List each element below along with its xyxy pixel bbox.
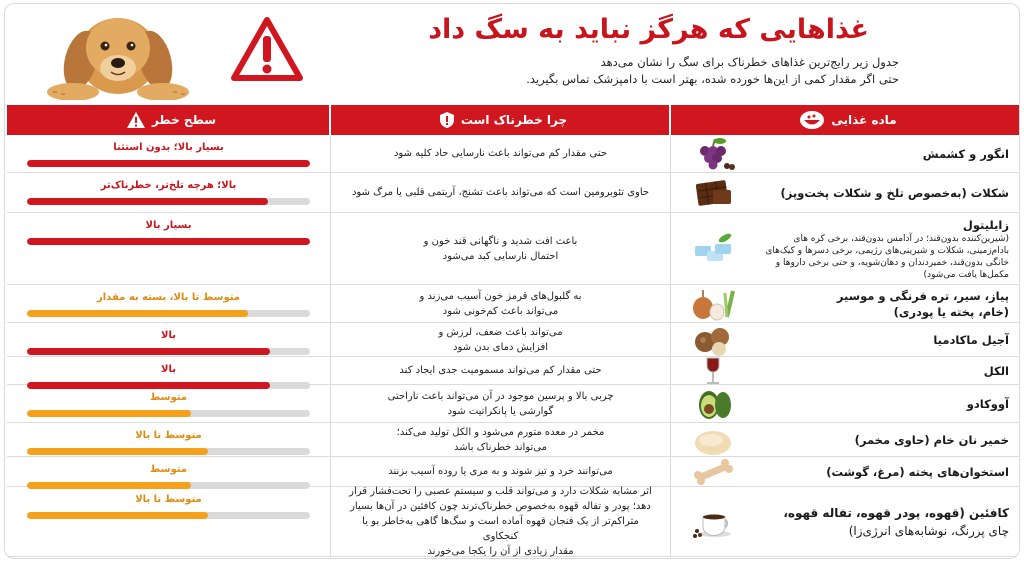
- reason-cell: [331, 285, 671, 322]
- subtitle-line-2: حتی اگر مقدار کمی از این‌ها خورده شده، بهتر است با دامپزشک تماس بگیرید.: [526, 72, 899, 86]
- risk-label: متوسط تا بالا: [135, 430, 202, 441]
- reason-text: [388, 389, 614, 419]
- table-row: [7, 385, 1019, 423]
- food-text: [737, 363, 1013, 379]
- gum-icon: [689, 232, 737, 266]
- table-body: [7, 135, 1019, 557]
- risk-bar: [27, 238, 310, 245]
- reason-text: [397, 425, 605, 455]
- reason-line: می‌تواند باعث کم‌خونی شود: [442, 305, 559, 317]
- table-row: [7, 487, 1019, 557]
- risk-label: متوسط تا بالا: [135, 494, 202, 505]
- food-text: [737, 185, 1013, 201]
- food-text: [737, 396, 1013, 412]
- reason-line: حاوی تئوبرومین است که می‌تواند باعث تشنج، آریتمی قلبی یا مرگ شود: [351, 187, 650, 198]
- risk-bar: [27, 512, 310, 519]
- food-bowl-icon: [799, 110, 825, 130]
- reason-cell: [331, 323, 671, 356]
- coffee-icon: [689, 505, 737, 539]
- food-name: شکلات (به‌خصوص تلخ و شکلات پخت‌وپز): [780, 185, 1009, 200]
- risk-cell: [7, 457, 331, 486]
- food-cell: [671, 135, 1019, 172]
- risk-cell: [7, 357, 331, 384]
- infographic: [4, 3, 1020, 559]
- table-row: [7, 285, 1019, 323]
- food-name-line-2: (خام، پخته یا پودری): [893, 304, 1009, 319]
- risk-label: متوسط: [149, 392, 188, 403]
- bone-icon: [689, 455, 737, 489]
- column-header-why: [331, 105, 671, 135]
- food-name: الکل: [983, 363, 1009, 378]
- risk-bar-fill: [27, 310, 248, 317]
- reason-line: افزایش دمای بدن شود: [453, 341, 548, 353]
- risk-cell: [7, 213, 331, 284]
- reason-line: می‌توانند خرد و تیز شوند و به مری یا روده آسیب بزنند: [388, 466, 613, 477]
- reason-cell: [331, 135, 671, 172]
- food-cell: [671, 487, 1019, 556]
- risk-bar-fill: [27, 198, 268, 205]
- reason-line: می‌تواند خطرناک باشد: [454, 441, 547, 453]
- risk-cell: [7, 323, 331, 356]
- dough-icon: [689, 423, 737, 457]
- food-cell: [671, 285, 1019, 322]
- reason-line: احتمال نارسایی کبد می‌شود: [442, 250, 559, 262]
- food-name: زایلیتول: [962, 217, 1009, 232]
- food-name-line-2: چای پررنگ، نوشابه‌های انرژی‌زا): [848, 523, 1009, 538]
- onion-garlic-icon: [689, 287, 737, 321]
- reason-line: مقدار زیادی از آن را یکجا می‌خورند: [427, 546, 574, 557]
- reason-text: [388, 464, 613, 479]
- reason-cell: [331, 457, 671, 486]
- risk-cell: [7, 285, 331, 322]
- risk-label: بسیار بالا؛ بدون استثنا: [113, 142, 224, 153]
- reason-line: متراکم‌تر از یک فنجان قهوه آماده است و سگ‌ها گاهی به‌خاطر بو یا کنجکاوی: [362, 516, 639, 542]
- table-row: [7, 323, 1019, 357]
- column-header-food-label: ماده غذایی: [831, 113, 897, 127]
- table-row: [7, 423, 1019, 457]
- reason-cell: [331, 357, 671, 384]
- risk-label: متوسط: [149, 464, 188, 475]
- food-text: [737, 217, 1013, 281]
- risk-cell: [7, 135, 331, 172]
- food-name: خمیر نان خام (حاوی مخمر): [854, 432, 1009, 447]
- risk-bar-fill: [27, 238, 310, 245]
- food-text: [737, 504, 1013, 540]
- food-name: کافئین (قهوه، پودر قهوه، تفاله قهوه،: [783, 505, 1009, 520]
- macadamia-icon: [689, 323, 737, 357]
- grapes-icon: [689, 137, 737, 171]
- risk-cell: [7, 385, 331, 422]
- subtitle-line-1: جدول زیر رایج‌ترین غذاهای خطرناک برای سگ را نشان می‌دهد: [600, 55, 899, 69]
- risk-bar-fill: [27, 448, 208, 455]
- wine-icon: [689, 354, 737, 388]
- food-cell: [671, 213, 1019, 284]
- shield-icon: [439, 111, 455, 129]
- risk-bar: [27, 198, 310, 205]
- reason-line: گوارشی یا پانکراتیت شود: [447, 405, 554, 417]
- reason-cell: [331, 385, 671, 422]
- food-cell: [671, 385, 1019, 422]
- food-text: [737, 332, 1013, 348]
- food-cell: [671, 323, 1019, 356]
- reason-line: مخمر در معده متورم می‌شود و الکل تولید می‌کند؛: [396, 426, 605, 438]
- reason-text: [394, 146, 607, 161]
- food-text: [737, 146, 1013, 162]
- table-row: [7, 173, 1019, 213]
- risk-bar-fill: [27, 410, 191, 417]
- reason-cell: [331, 213, 671, 284]
- reason-text: [399, 363, 601, 378]
- warning-icon: [126, 111, 146, 129]
- risk-label: بالا: [161, 330, 176, 341]
- reason-line: چربی بالا و پرسین موجود در آن می‌تواند باعث ناراحتی: [387, 390, 614, 402]
- reason-line: حتی مقدار کم می‌تواند باعث نارسایی حاد کلیه شود: [393, 148, 608, 159]
- chocolate-icon: [689, 176, 737, 210]
- reason-line: به گلبول‌های قرمز خون آسیب می‌زند و: [419, 290, 582, 302]
- food-name: استخوان‌های پخته (مرغ، گوشت): [826, 464, 1009, 479]
- risk-bar: [27, 310, 310, 317]
- risk-cell: [7, 423, 331, 456]
- food-name: آجیل ماکادمیا: [933, 332, 1009, 347]
- reason-cell: [331, 487, 671, 556]
- risk-bar: [27, 348, 310, 355]
- risk-label: بالا: [161, 364, 176, 375]
- reason-text: [419, 289, 581, 319]
- reason-cell: [331, 423, 671, 456]
- food-text: [737, 432, 1013, 448]
- food-cell: [671, 173, 1019, 212]
- page-title: غذاهایی که هرگز نباید به سگ داد: [428, 14, 869, 45]
- food-cell: [671, 357, 1019, 384]
- reason-text: [343, 484, 658, 559]
- column-header-food: [671, 105, 1019, 135]
- column-header-why-label: چرا خطرناک است: [460, 113, 568, 127]
- reason-line: می‌تواند باعث ضعف، لرزش و: [438, 326, 563, 338]
- avocado-icon: [689, 387, 737, 421]
- food-cell: [671, 423, 1019, 456]
- table-row: [7, 213, 1019, 285]
- food-description: (شیرین‌کننده بدون‌قند؛ در آدامس بدون‌قند، برخی کره های بادام‌زمینی، شکلات و شیرینی‌های رژیمی، برخی دسرها و کیک‌های خانگی بدون‌قند، خمیردندان و دهان‌شویه، و حتی برخی داروها و مکمل‌ها یافت می‌شود): [765, 233, 1009, 280]
- reason-text: [352, 185, 649, 200]
- food-name: آووکادو: [966, 396, 1009, 411]
- risk-bar-fill: [27, 512, 208, 519]
- column-header-risk: [7, 105, 331, 135]
- page-subtitle: [279, 54, 899, 88]
- table-header: [7, 105, 1019, 135]
- reason-line: اثر مشابه شکلات دارد و می‌تواند قلب و سیستم عصبی را تحت‌فشار قرار: [349, 486, 652, 497]
- risk-label: بالا؛ هرچه تلخ‌تر، خطرناک‌تر: [100, 180, 237, 191]
- food-text: [737, 464, 1013, 480]
- reason-line: دهد؛ پودر و تفاله قهوه به‌خصوص خطرناک‌ترند چون کافئین در آن‌ها بسیار: [350, 501, 651, 512]
- column-header-risk-label: سطح خطر: [151, 113, 217, 127]
- reason-cell: [331, 173, 671, 212]
- header: [5, 4, 1019, 104]
- food-name: انگور و کشمش: [922, 146, 1009, 161]
- reason-line: باعث افت شدید و ناگهانی قند خون و: [423, 235, 578, 247]
- table-row: [7, 135, 1019, 173]
- risk-cell: [7, 173, 331, 212]
- reason-text: [438, 325, 562, 355]
- reason-text: [424, 234, 578, 264]
- risk-bar: [27, 410, 310, 417]
- reason-line: حتی مقدار کم می‌تواند مسمومیت جدی ایجاد کند: [399, 365, 602, 376]
- risk-label: متوسط تا بالا، بسته به مقدار: [96, 292, 240, 303]
- table-row: [7, 457, 1019, 487]
- food-name: پیاز، سیر، تره فرنگی و موسیر: [836, 288, 1009, 303]
- dangerous-foods-table: [7, 105, 1019, 557]
- risk-bar: [27, 160, 310, 167]
- dog-illustration: [23, 8, 213, 100]
- risk-bar-fill: [27, 160, 310, 167]
- risk-bar: [27, 448, 310, 455]
- table-row: [7, 357, 1019, 385]
- risk-bar-fill: [27, 348, 270, 355]
- risk-cell: [7, 487, 331, 556]
- food-text: [737, 288, 1013, 320]
- risk-label: بسیار بالا: [145, 220, 192, 231]
- food-cell: [671, 457, 1019, 486]
